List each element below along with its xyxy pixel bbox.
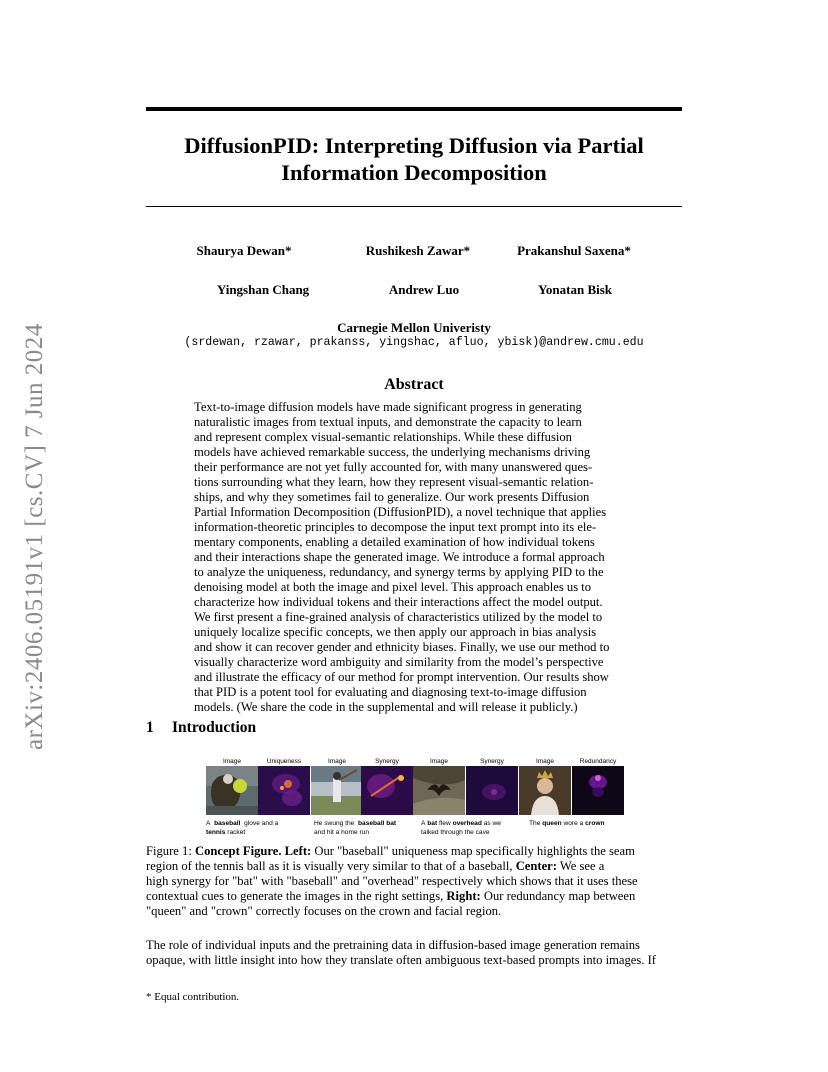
section-title: Introduction (172, 719, 257, 736)
caption-word: A (206, 820, 211, 827)
abstract-line: naturalistic images from textual inputs, and demonstrate the capacity to learn (194, 415, 582, 429)
intro-line: opaque, with little insight into how they translate often ambiguous text-based prompts into images. If (146, 953, 656, 967)
abstract-line: uniquely localize specific concepts, we then apply our approach in bias analysis (194, 625, 597, 639)
abstract-line: information-theoretic principles to decompose the input text prompt into its ele- (194, 520, 597, 534)
caption-keyword: queen (542, 820, 562, 827)
abstract-line: ships, and why they sometimes fail to generalize. Our work presents Diffusion (194, 490, 590, 504)
caption-keyword: crown (585, 820, 605, 827)
abstract-line: to analyze the uniqueness, redundancy, and synergy terms by applying PID to the (194, 565, 604, 579)
abstract-line: mentary components, enabling a detailed examination of how individual tokens (194, 535, 595, 549)
caption-word: talked through the cave (421, 829, 490, 836)
figure-panel-label: Synergy (375, 758, 399, 765)
caption-keyword: baseball bat (358, 820, 397, 827)
figure-panel-label: Synergy (480, 758, 504, 765)
abstract-line: denoising model at both the image and pixel level. This approach enables us to (194, 580, 592, 594)
figure-caption-center-right (421, 819, 519, 837)
abstract-line: characterize how individual tokens and their interactions affect the model output. (194, 595, 603, 609)
caption-line: Figure 1: Concept Figure. Left: Our "baseball" uniqueness map specifically highlights the seam (146, 844, 635, 858)
figure-panel-label: Image (222, 758, 242, 765)
caption-word: He swung the (314, 820, 355, 827)
abstract-line: models have achieved remarkable success, the underlying mechanisms driving (194, 445, 591, 459)
author-1: Shaurya Dewan* (196, 243, 292, 258)
caption-word: wore a (563, 820, 584, 827)
title-line-1: DiffusionPID: Interpreting Diffusion via Partial (184, 133, 644, 158)
caption-word: A (421, 820, 426, 827)
redundancy-heatmap (572, 766, 624, 815)
affiliation: Carnegie Mellon Univeristy (337, 320, 491, 335)
author-2: Rushikesh Zawar* (365, 243, 471, 258)
abstract-line: Text-to-image diffusion models have made significant progress in generating (194, 400, 582, 414)
caption-line: high synergy for "bat" with "baseball" and "overhead" respectively which shows that it uses these (146, 874, 638, 888)
figure-caption-left (206, 819, 304, 837)
abstract-heading: Abstract (384, 376, 444, 393)
abstract-line: and illustrate the efficacy of our method for prompt intervention. Our results show (194, 670, 609, 684)
top-rule (146, 107, 682, 111)
caption-word: The (529, 820, 541, 827)
caption-line: region of the tennis ball as it is visually very similar to that of a baseball, Center: We see a (146, 859, 605, 873)
figure-panel-label: Image (535, 758, 555, 765)
queen-image (519, 766, 571, 815)
caption-word: as we (483, 820, 501, 827)
abstract-line: models. (We share the code in the supplemental and will release it publicly.) (194, 700, 578, 714)
baseball-bat-image (311, 766, 363, 815)
author-3: Prakanshul Saxena* (517, 243, 631, 258)
figure-caption-right (529, 819, 627, 828)
arxiv-identifier: arXiv:2406.05191v1 [cs.CV] 7 Jun 2024 (21, 323, 48, 750)
abstract-line: We first present a fine-grained analysis of characteristics utilized by the model to (194, 610, 603, 624)
synergy-heatmap-overhead (466, 766, 518, 815)
uniqueness-heatmap (258, 766, 310, 815)
figure-panel-label: Image (327, 758, 347, 765)
section-number: 1 (146, 719, 154, 736)
title-bottom-rule (146, 206, 682, 207)
caption-word: and hit a home run (314, 829, 369, 836)
intro-line: The role of individual inputs and the pretraining data in diffusion-based image generation remains (146, 938, 640, 952)
abstract-line: and show it can recover gender and ethnicity biases. Finally, we use our method to (194, 640, 610, 654)
caption-line: "queen" and "crown" correctly focuses on the crown and facial region. (146, 904, 502, 918)
caption-word: glove and a (244, 820, 279, 827)
caption-keyword: bat (427, 820, 438, 827)
author-emails: (srdewan, rzawar, prakanss, yingshac, afluo, ybisk)@andrew.cmu.edu (184, 336, 644, 349)
baseball-glove-image (206, 766, 258, 815)
figure-panel-label: Image (429, 758, 449, 765)
author-4: Yingshan Chang (216, 282, 310, 297)
abstract-line: tions surrounding what they learn, how they represent visual-semantic relation- (194, 475, 594, 489)
abstract-line: and their interactions shape the generated image. We introduce a formal approach (194, 550, 605, 564)
cave-bat-image (413, 766, 465, 815)
caption-keyword: overhead (452, 820, 482, 827)
footnote: * Equal contribution. (146, 991, 240, 1003)
section-heading (146, 719, 256, 737)
abstract-line: that PID is a potent tool for evaluating and diagnosing text-to-image diffusion (194, 685, 587, 699)
caption-line: contextual cues to generate the images in the right settings, Right: Our redundancy map between (146, 889, 636, 903)
author-5: Andrew Luo (388, 282, 460, 297)
abstract-line: Partial Information Decomposition (DiffusionPID), a novel technique that applies (194, 505, 607, 519)
caption-word: flew (438, 820, 451, 827)
synergy-heatmap-bat (361, 766, 413, 815)
title-line-2: Information Decomposition (281, 160, 547, 185)
paper-title (146, 132, 682, 186)
author-6: Yonatan Bisk (537, 282, 613, 297)
abstract-line: and represent complex visual-semantic relationships. While these diffusion (194, 430, 572, 444)
abstract-line: visually characterize word ambiguity and similarity from the model’s perspective (194, 655, 604, 669)
caption-word: racket (227, 829, 246, 836)
figure-panel-label: Uniqueness (266, 758, 302, 765)
caption-keyword: tennis (206, 829, 226, 836)
abstract-line: their performance are not yet fully accounted for, with many unanswered ques- (194, 460, 593, 474)
caption-keyword: baseball (214, 820, 241, 827)
figure-panel-label: Redundancy (579, 758, 617, 765)
figure-caption-center-left (314, 819, 412, 837)
